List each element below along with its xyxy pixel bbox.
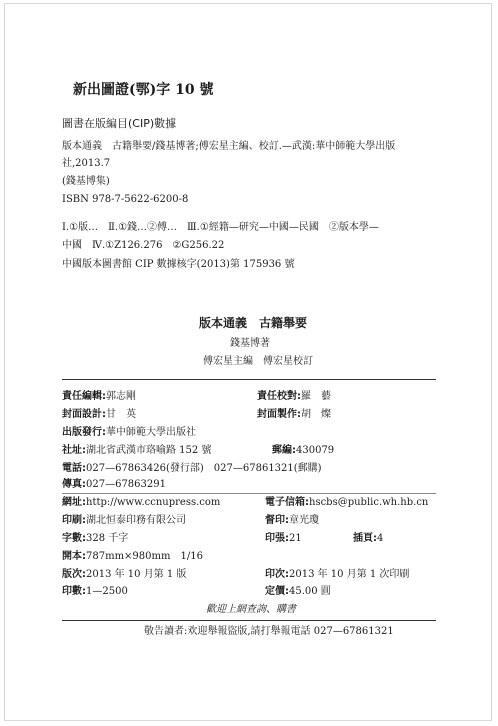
fax: 傳真:027—67863291 — [62, 479, 166, 490]
divider-top — [62, 379, 436, 380]
anti-piracy-notice: 敬告讀者:欢迎舉報盜版,請打舉報電話 027—67861321 — [144, 626, 394, 637]
book-editor: 傅宏星主編 傅宏星校訂 — [203, 356, 313, 367]
cip-classification-1: Ⅰ.①版… Ⅱ.①錢…②傅… Ⅲ.①經籍—研究—中國—民國 ②版本學— — [62, 222, 379, 233]
print-run: 印數:1—2500 — [62, 586, 128, 597]
cip-heading: 圖書在版編目(CIP)數據 — [62, 117, 177, 130]
website: 網址:http://www.ccnupress.com — [62, 497, 221, 508]
word-count: 字數:328 千字 — [62, 533, 129, 544]
edition: 版次:2013 年 10 月第 1 版 — [62, 569, 187, 580]
book-title: 版本通義 古籍舉要 — [199, 316, 308, 330]
address: 社址:湖北省武漢市珞喻路 152 號 — [62, 445, 212, 456]
print-sheets: 印張:21 — [265, 533, 302, 544]
price: 定價:45.00 圓 — [265, 586, 331, 597]
publisher: 出版發行:華中師範大學出版社 — [62, 427, 196, 438]
responsible-proofreader: 責任校對:羅 藝 — [257, 391, 331, 402]
format: 開本:787mm×980mm 1/16 — [62, 551, 203, 562]
cover-design: 封面設計:甘 英 — [62, 409, 136, 420]
cip-line-2: 社,2013.7 — [62, 158, 111, 169]
divider-middle — [62, 493, 436, 494]
cover-production: 封面製作:胡 燦 — [257, 409, 331, 420]
postcode: 郵編:430079 — [272, 445, 335, 456]
cip-classification-2: 中國 Ⅳ.①Z126.276 ②G256.22 — [62, 240, 225, 251]
printing: 印次:2013 年 10 月第 1 次印刷 — [265, 569, 410, 580]
cip-line-1: 版本通義 古籍舉要/錢基博著;傅宏星主編、校訂.—武漢:華中師範大學出版 — [62, 141, 396, 152]
divider-bottom — [62, 620, 436, 621]
welcome-slogan: 歡迎上網查詢、購書 — [206, 604, 296, 615]
phone: 電話:027—67863426(發行部) 027—67861321(郵購) — [62, 463, 322, 474]
responsible-editor: 責任編輯:郭志剛 — [62, 391, 136, 402]
email: 電子信箱:hscbs@public.wh.hb.cn — [265, 497, 429, 508]
plates: 插頁:4 — [353, 533, 384, 544]
book-author: 錢基博著 — [230, 338, 270, 349]
cip-isbn: ISBN 978-7-5622-6200-8 — [62, 194, 189, 205]
cip-number: 中國版本圖書館 CIP 數據核字(2013)第 175936 號 — [62, 259, 295, 270]
cip-series: (錢基博集) — [62, 176, 110, 187]
printer: 印刷:湖北恒泰印務有限公司 — [62, 515, 186, 526]
print-supervisor: 督印:章光瓊 — [265, 515, 319, 526]
publishing-permit: 新出圖證(鄂)字 10 號 — [73, 82, 214, 98]
